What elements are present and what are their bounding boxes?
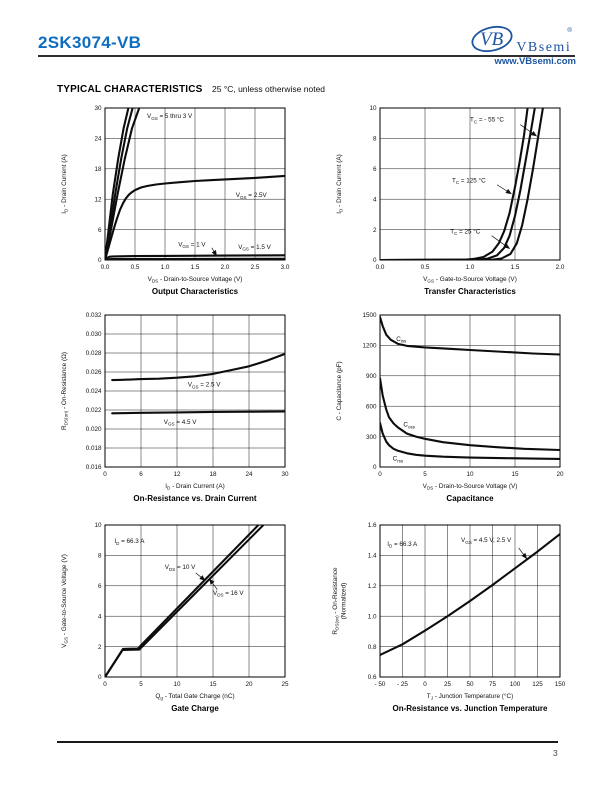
y-tick-label: 0.032 bbox=[85, 312, 102, 320]
y-tick-label: 8 bbox=[97, 552, 102, 560]
curve-vgs-4.5-v bbox=[112, 411, 285, 413]
x-tick-label: - 50 bbox=[374, 681, 386, 688]
x-tick-label: 0.0 bbox=[100, 264, 110, 271]
part-number: 2SK3074-VB bbox=[38, 33, 142, 52]
y-tick-label: 0 bbox=[372, 257, 377, 265]
annotation: $C_{oss}$ bbox=[403, 421, 415, 430]
on-resistance-vs-junction-temperature-plot bbox=[328, 517, 580, 723]
annotation: $V_{GS} = 2.5V$ bbox=[235, 192, 267, 200]
x-tick-label: 1.5 bbox=[190, 264, 200, 271]
x-tick-label: 6 bbox=[139, 471, 143, 478]
x-tick-label: 1.0 bbox=[160, 264, 170, 271]
x-tick-label: 5 bbox=[423, 471, 427, 478]
x-tick-label: 0 bbox=[103, 681, 107, 688]
chart-title: Transfer Characteristics bbox=[424, 287, 516, 296]
x-axis-label: $I_D$ - Drain Current (A) bbox=[165, 483, 225, 491]
y-axis-label: C - Capacitance (pF) bbox=[336, 361, 343, 421]
y-tick-label: 6 bbox=[97, 226, 102, 234]
chart-title: On-Resistance vs. Junction Temperature bbox=[392, 704, 548, 713]
y-tick-label: 6 bbox=[97, 583, 102, 590]
y-tick-label: 4 bbox=[97, 613, 102, 621]
annotation: $V_{GS} = 1$ V bbox=[178, 241, 206, 250]
footer-rule bbox=[57, 741, 558, 743]
chart-gate-charge bbox=[53, 517, 305, 723]
y-tick-label: 1.6 bbox=[367, 522, 377, 530]
x-tick-label: 125 bbox=[532, 681, 543, 688]
x-tick-label: 12 bbox=[173, 471, 181, 478]
x-tick-label: 2.0 bbox=[555, 264, 565, 271]
annotation-arrow bbox=[497, 185, 511, 194]
y-tick-label: 0.6 bbox=[367, 674, 377, 682]
y-tick-label: 0.024 bbox=[85, 388, 102, 396]
y-axis-label: $V_{GS}$ - Gate-to-Source Voltage (V) bbox=[61, 554, 69, 648]
annotation: $C_{iss}$ bbox=[396, 335, 407, 344]
y-tick-label: 0.030 bbox=[85, 331, 102, 339]
y-tick-label: 2 bbox=[372, 226, 377, 234]
y-tick-label: 0.022 bbox=[85, 407, 102, 415]
x-tick-label: 75 bbox=[488, 681, 497, 688]
x-tick-label: 150 bbox=[554, 681, 566, 688]
annotation: $V_{GS} = 1.5$ V bbox=[238, 243, 271, 252]
y-tick-label: 600 bbox=[365, 403, 377, 411]
y-tick-label: 12 bbox=[94, 196, 102, 204]
registered-mark-icon: ® bbox=[567, 27, 572, 34]
y-tick-label: 1.0 bbox=[367, 613, 377, 621]
x-tick-label: 1.5 bbox=[510, 264, 520, 271]
x-tick-label: 24 bbox=[245, 471, 253, 478]
transfer-characteristics-plot bbox=[328, 100, 580, 306]
logo-name: VBsemi bbox=[516, 40, 572, 55]
chart-title: Capacitance bbox=[446, 494, 494, 503]
x-axis-label: $V_{DS}$ - Drain-to-Source Voltage (V) bbox=[422, 483, 518, 491]
section-heading bbox=[57, 79, 325, 97]
x-tick-label: 2.0 bbox=[220, 264, 230, 271]
on-resistance-vs-drain-current-plot bbox=[53, 307, 305, 513]
x-tick-label: - 25 bbox=[397, 681, 408, 688]
x-tick-label: 30 bbox=[281, 471, 289, 478]
output-characteristics-plot bbox=[53, 100, 305, 306]
y-tick-label: 0 bbox=[97, 257, 102, 265]
y-tick-label: 0.026 bbox=[85, 369, 102, 377]
x-tick-label: 0 bbox=[423, 681, 427, 688]
x-tick-label: 1.0 bbox=[465, 264, 475, 271]
annotation: $I_D = 66.3$ A bbox=[114, 538, 145, 546]
x-tick-label: 15 bbox=[209, 681, 217, 688]
y-tick-label: 1.4 bbox=[367, 552, 377, 560]
x-tick-label: 0.0 bbox=[375, 264, 385, 271]
curve-vgs-2.5-v bbox=[112, 354, 285, 380]
curve-vds-10-v bbox=[105, 525, 258, 677]
x-tick-label: 0.5 bbox=[420, 264, 430, 271]
x-tick-label: 0 bbox=[378, 471, 382, 478]
y-tick-label: 24 bbox=[94, 135, 102, 143]
annotation-arrow bbox=[196, 573, 205, 581]
y-tick-label: 1200 bbox=[362, 342, 377, 350]
y-tick-label: 1.2 bbox=[367, 583, 377, 590]
y-tick-label: 0.018 bbox=[85, 445, 102, 453]
logo-url[interactable]: www.VBsemi.com bbox=[494, 56, 576, 67]
annotation: $V_{DS} = 10$ V bbox=[164, 564, 196, 572]
annotation: $T_C = 25$ °C bbox=[450, 228, 481, 237]
annotation: $V_{GS} = 2.5$ V bbox=[187, 381, 221, 390]
y-tick-label: 30 bbox=[94, 105, 102, 113]
y-tick-label: 4 bbox=[372, 196, 377, 204]
annotation-arrow bbox=[519, 548, 527, 559]
x-tick-label: 50 bbox=[466, 681, 474, 688]
y-tick-label: 0.028 bbox=[85, 350, 102, 358]
x-tick-label: 10 bbox=[466, 471, 474, 478]
annotation: $V_{GS} = 4.5$ V, 2.5 V bbox=[461, 537, 512, 545]
x-tick-label: 20 bbox=[556, 471, 564, 478]
chart-title: Output Characteristics bbox=[151, 287, 239, 296]
chart-transfer-characteristics bbox=[328, 100, 580, 306]
chart-on-resistance-vs-junction-temperature bbox=[328, 517, 580, 723]
annotation-arrow bbox=[209, 579, 217, 590]
x-axis-label: $V_{DS}$ - Drain-to-Source Voltage (V) bbox=[147, 276, 243, 284]
series-group bbox=[105, 525, 263, 677]
section-subtitle: 25 °C, unless otherwise noted bbox=[212, 84, 326, 94]
chart-output-characteristics bbox=[53, 100, 305, 306]
annotation-arrow bbox=[520, 125, 536, 136]
y-tick-label: 300 bbox=[365, 433, 377, 441]
y-tick-label: 1500 bbox=[362, 312, 377, 320]
y-tick-label: 2 bbox=[97, 643, 102, 651]
annotation: $C_{rss}$ bbox=[392, 455, 404, 464]
x-tick-label: 25 bbox=[443, 681, 452, 688]
y-tick-label: 18 bbox=[94, 166, 102, 173]
plot-frame bbox=[105, 525, 285, 677]
x-axis-label: $Q_g$ - Total Gate Charge (nC) bbox=[155, 693, 235, 701]
y-tick-label: 0.8 bbox=[367, 643, 377, 651]
x-tick-label: 20 bbox=[245, 681, 253, 688]
y-tick-label: 0.016 bbox=[85, 464, 102, 472]
y-tick-label: 6 bbox=[372, 166, 377, 173]
annotation: $I_D = 66.3$ A bbox=[387, 540, 418, 549]
x-tick-label: 5 bbox=[139, 681, 143, 688]
annotation: $V_{GS} = 5$ thru 3 V bbox=[147, 113, 193, 121]
chart-title: Gate Charge bbox=[171, 704, 219, 713]
logo-row bbox=[456, 24, 576, 54]
curve-vgs-1-v bbox=[105, 259, 285, 260]
page-number: 3 bbox=[553, 748, 558, 758]
annotation: $T_C = 125$ °C bbox=[452, 177, 486, 186]
vbsemi-logo bbox=[456, 24, 576, 67]
gate-charge-plot bbox=[53, 517, 305, 723]
y-tick-label: 900 bbox=[365, 373, 377, 380]
annotation: $T_C$ = - 55 °C bbox=[470, 116, 504, 125]
x-tick-label: 10 bbox=[173, 681, 181, 688]
y-tick-label: 0 bbox=[372, 464, 377, 472]
y-axis-label: $I_D$ - Drain Current (A) bbox=[336, 154, 344, 214]
chart-title: On-Resistance vs. Drain Current bbox=[133, 494, 257, 503]
y-axis-label: $R_{DS(on)}$ - On-Resistance bbox=[332, 567, 340, 635]
vbsemi-logo-mark bbox=[470, 24, 516, 54]
y-tick-label: 10 bbox=[94, 522, 102, 530]
y-tick-label: 0.020 bbox=[85, 426, 102, 434]
y-tick-label: 10 bbox=[369, 105, 377, 113]
x-tick-label: 2.5 bbox=[250, 264, 260, 271]
x-tick-label: 0.5 bbox=[130, 264, 140, 271]
logo-monogram: VB bbox=[480, 29, 504, 50]
x-tick-label: 3.0 bbox=[280, 264, 290, 271]
x-tick-label: 18 bbox=[209, 471, 217, 478]
y-axis-label: $R_{DS(on)}$ - On-Resistance (Ω) bbox=[61, 352, 69, 430]
capacitance-plot bbox=[328, 307, 580, 513]
x-tick-label: 100 bbox=[509, 681, 521, 688]
x-axis-label: $T_J$ - Junction Temperature (°C) bbox=[426, 693, 514, 701]
x-tick-label: 25 bbox=[281, 681, 289, 688]
x-tick-label: 0 bbox=[103, 471, 107, 478]
y-tick-label: 8 bbox=[372, 135, 377, 143]
section-title: TYPICAL CHARACTERISTICS bbox=[57, 84, 203, 95]
chart-on-resistance-vs-drain-current bbox=[53, 307, 305, 513]
x-axis-label: $V_{GS}$ - Gate-to-Source Voltage (V) bbox=[423, 276, 517, 284]
y-tick-label: 0 bbox=[97, 674, 102, 682]
x-tick-label: 15 bbox=[511, 471, 519, 478]
y-axis-label: $I_D$ - Drain Current (A) bbox=[61, 154, 69, 214]
annotation: $V_{DS} = 16$ V bbox=[213, 589, 244, 598]
y-axis-label: (Normalized) bbox=[340, 582, 348, 620]
chart-capacitance bbox=[328, 307, 580, 513]
annotation: $V_{GS} = 4.5$ V bbox=[163, 418, 197, 427]
